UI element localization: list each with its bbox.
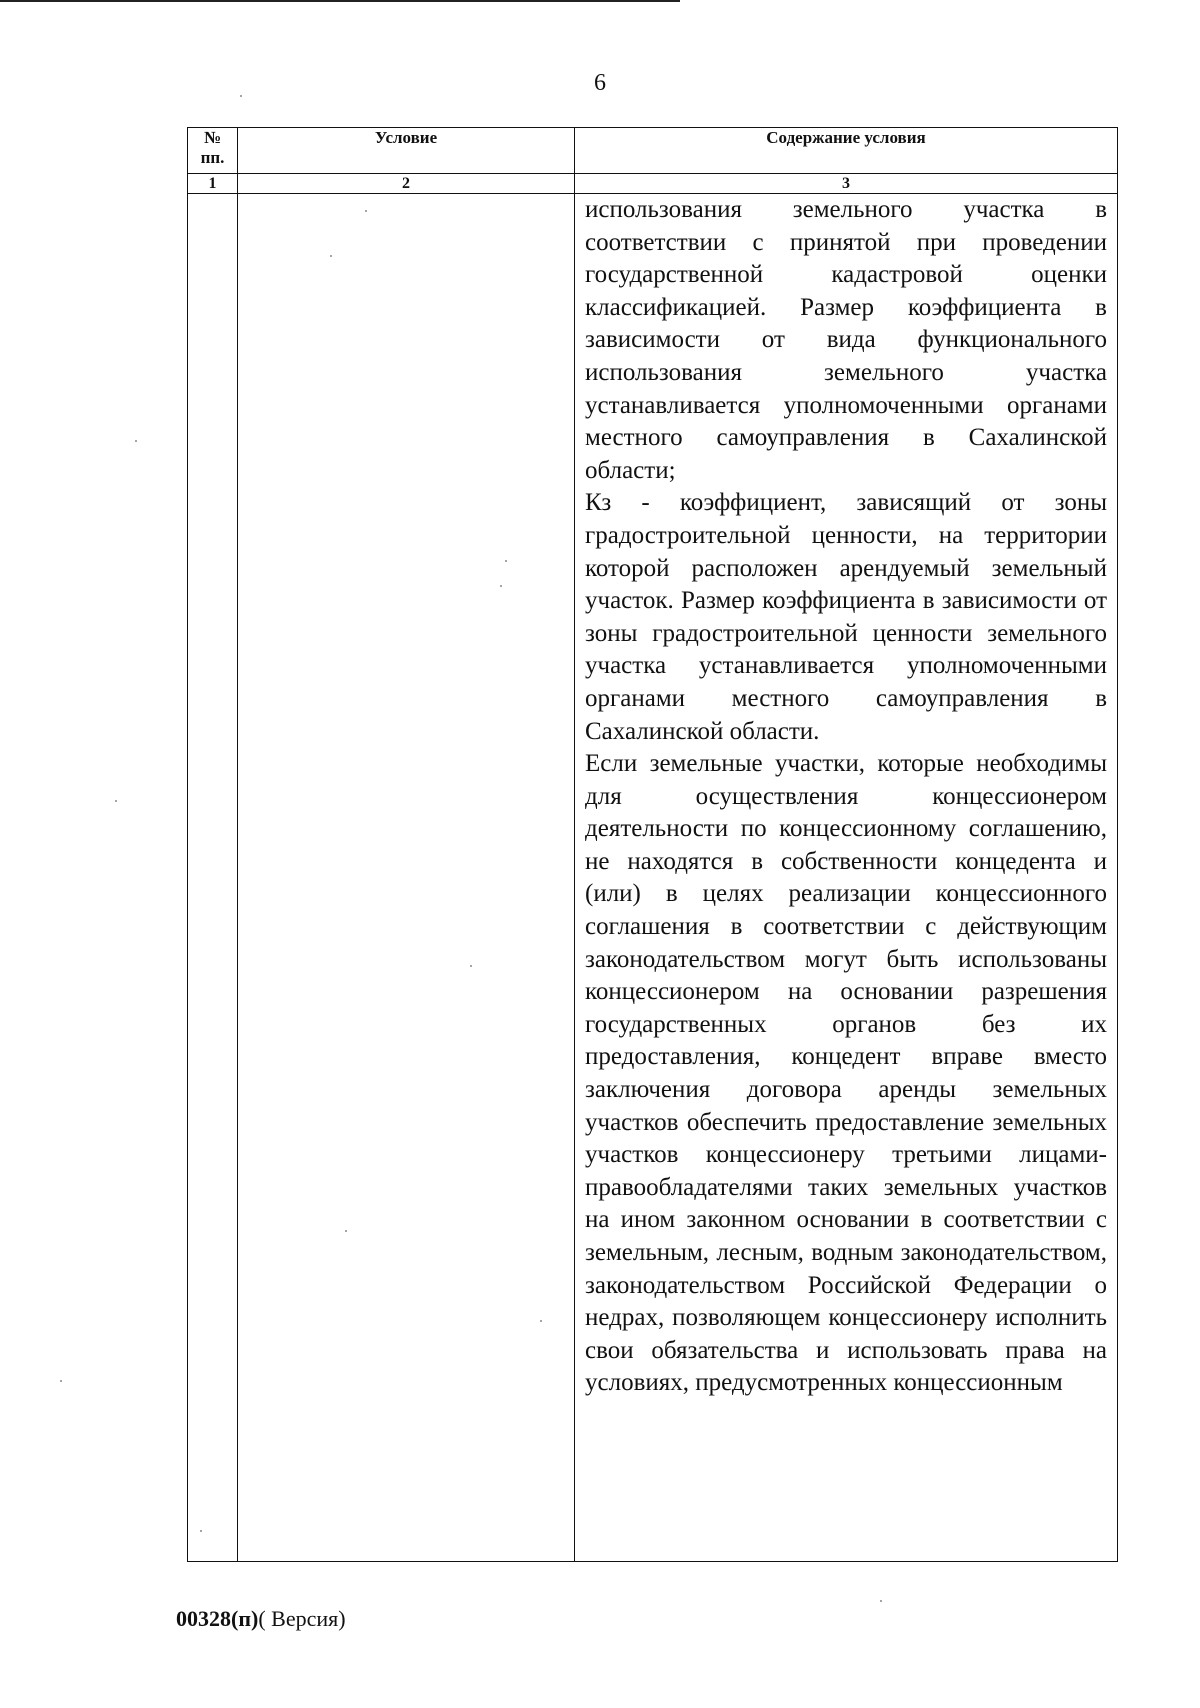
table-row	[188, 194, 1118, 1562]
document-footer	[176, 1606, 346, 1632]
table-header-row	[188, 128, 1118, 174]
header-number-abbr: пп.	[200, 148, 225, 167]
column-index-3: 3	[575, 174, 1118, 194]
content-paragraph-1: использования земельного участка в соответствии с принятой при проведении государственной кадастровой оценки классификацией. Размер коэффициента в зависимости от вида функционального использования земельного участка устанавливается уполномоченными органами местного самоуправления в Сахалинской области;	[585, 196, 1107, 484]
column-index-1: 1	[188, 174, 238, 194]
page-number: 6	[594, 70, 606, 96]
content-paragraph-2: Кз - коэффициент, зависящий от зоны градостроительной ценности, на территории которой расположен арендуемый земельный участок. Размер коэффициента в зависимости от зоны градостроительной ценности земельного участка устанавливается уполномоченными органами местного самоуправления в Сахалинской области.	[585, 489, 1107, 745]
header-content: Содержание условия	[575, 128, 1118, 174]
conditions-table	[187, 127, 1118, 1562]
header-condition: Условие	[238, 128, 575, 174]
row-condition-cell	[238, 194, 575, 1562]
column-index-2: 2	[238, 174, 575, 194]
document-version: ( Версия)	[258, 1606, 346, 1631]
header-number-sign: №	[203, 128, 222, 147]
row-number-cell	[188, 194, 238, 1562]
row-content-cell	[575, 194, 1118, 1562]
scan-top-edge	[0, 0, 680, 2]
column-index-row	[188, 174, 1118, 194]
content-paragraph-3: Если земельные участки, которые необходимы для осуществления концессионером деятельности по концессионному соглашению, не находятся в собственности концедента и (или) в целях реализации концессионного соглашения в соответствии с действующим законодательством могут быть использованы концессионером на основании разрешения государственных органов без их предоставления, концедент вправе вместо заключения договора аренды земельных участков обеспечить предоставление земельных участков концессионеру третьими лицами-правообладателями таких земельных участков на ином законном основании в соответствии с земельным, лесным, водным законодательством, законодательством Российской Федерации о недрах, позволяющем концессионеру исполнить свои обязательства и использовать права на условиях, предусмотренных концессионным	[585, 750, 1107, 1397]
header-number	[188, 128, 238, 174]
document-code: 00328(п)	[176, 1606, 259, 1631]
condition-content	[575, 194, 1117, 1400]
